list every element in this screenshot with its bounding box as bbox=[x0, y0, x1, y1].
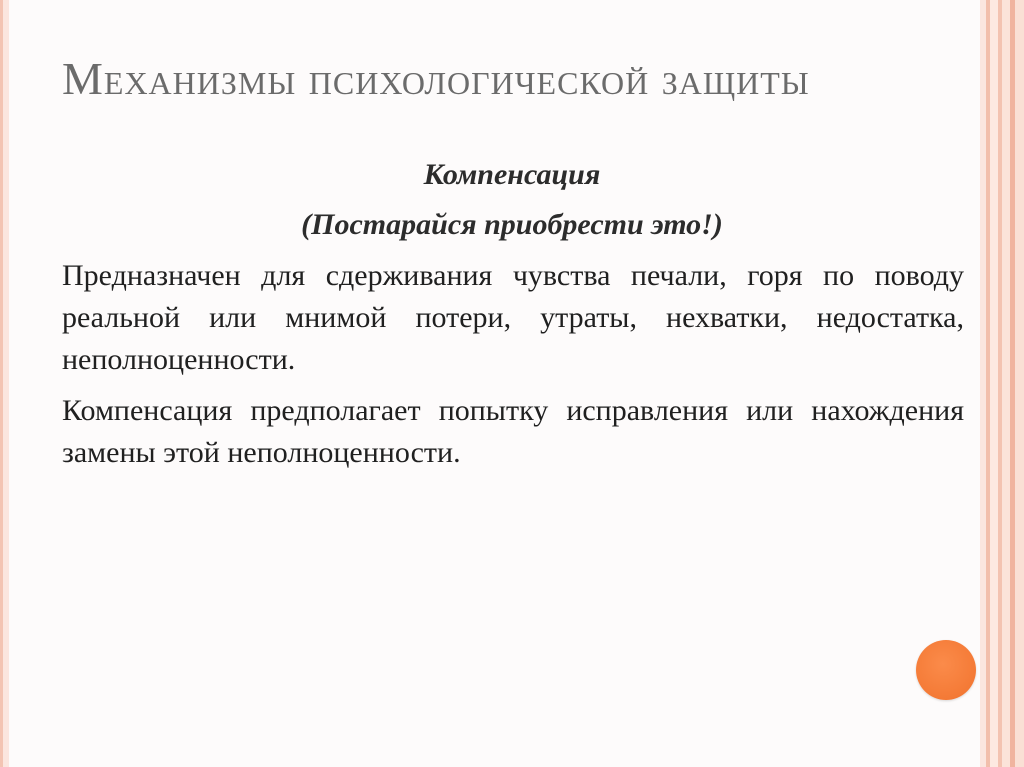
stripe bbox=[990, 0, 998, 767]
paragraph-definition: Компенсация предполагает попытку исправления или нахождения замены этой неполноценности. bbox=[62, 394, 964, 469]
subtitle-compensation: Компенсация bbox=[423, 158, 601, 191]
right-stripes-decoration bbox=[980, 0, 1024, 767]
stripe bbox=[1002, 0, 1010, 767]
paragraph-purpose: Предназначен для сдерживания чувства печали, горя по поводу реальной или мнимой потери, утраты, нехватки, недостатка, неполноценности. bbox=[62, 259, 964, 376]
slide-title: Механизмы психологической защиты bbox=[62, 53, 810, 104]
stripe bbox=[1015, 0, 1024, 767]
subtitle-motto: (Постарайся приобрести это!) bbox=[301, 208, 723, 241]
orange-circle-icon bbox=[916, 640, 976, 700]
left-border-decoration bbox=[0, 0, 9, 767]
